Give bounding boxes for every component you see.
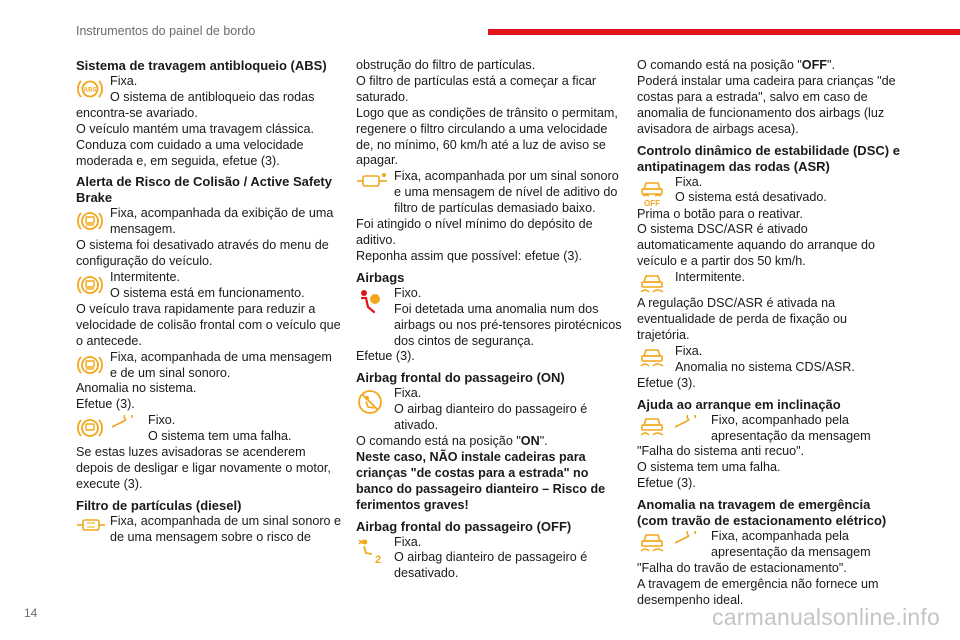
section-title-collision-alert: Alerta de Risco de Colisão / Active Safety Brake (76, 174, 332, 206)
dpf-desc-2: O filtro de partículas está a começar a ficar saturado. (356, 73, 597, 104)
off-label: OFF (644, 198, 660, 207)
passenger-airbag-on-icon (356, 388, 384, 416)
hill-status: Fixo, acompanhado pela apresentação da mensagem (711, 412, 871, 443)
collision-desc-7: Se estas luzes avisadoras se acenderem depois de desligar e ligar novamente o motor, execute (3). (76, 445, 331, 491)
passenger-airbag-off-icon (356, 537, 384, 565)
passenger-off-note: Poderá instalar uma cadeira para crianças "de costas para a estrada", salvo em caso de anomalia de funcionamento dos airbags (luz avisadora de airbags acesa). (637, 73, 896, 136)
collision-entry-3 (76, 350, 342, 382)
airbags-desc-1: Foi detetada uma anomalia num dos airbags ou nos pré-tensores pirotécnicos dos cintos de segurança. (394, 301, 622, 348)
emergency-braking-message: "Falha do travão de estacionamento". (637, 560, 847, 575)
dsc-status-3: Fixa. (675, 343, 703, 358)
abs-entry (76, 74, 342, 106)
airbags-entry (356, 286, 622, 350)
dpf-status-2: Fixa, acompanhada por um sinal sonoro e uma mensagem de nível de aditivo do filtro de partículas demasiado baixo. (394, 169, 619, 216)
dsc-desc-1: O sistema está desativado. (675, 190, 827, 205)
hill-desc-2: Efetue (3). (637, 476, 696, 491)
collision-status-1: Fixa, acompanhada da exibição de uma mensagem. (110, 206, 334, 237)
abs-desc-cont: encontra-se avariado. (76, 105, 198, 120)
collision-desc-4: Anomalia no sistema. (76, 381, 197, 396)
collision-status-4: Fixo. (148, 413, 176, 428)
page-number: 14 (24, 606, 38, 620)
collision-desc-6: O sistema tem uma falha. (148, 429, 292, 444)
dpf-status-1: Fixa, acompanhada de um sinal sonoro e de uma mensagem sobre o risco de (110, 513, 342, 544)
emergency-braking-desc: A travagem de emergência não fornece um desempenho ideal. (637, 576, 879, 607)
airbags-status: Fixo. (394, 285, 422, 300)
column-3 (637, 58, 903, 609)
passenger-on-desc: O airbag dianteiro do passageiro é ativado. (394, 402, 588, 433)
dsc-off-icon (637, 177, 667, 207)
dpf-entry-2 (356, 169, 622, 217)
column-2 (356, 58, 622, 582)
abs-warning-icon (76, 76, 104, 102)
collision-entry-1 (76, 206, 342, 238)
command-text-end: ". (826, 58, 835, 72)
command-text: O comando está na posição " (356, 434, 521, 449)
collision-entry-4 (76, 413, 342, 445)
collision-fault-icon (76, 352, 104, 378)
section-title-passenger-airbag-off: Airbag frontal do passageiro (OFF) (356, 518, 572, 534)
section-title-passenger-airbag-on: Airbag frontal do passageiro (ON) (356, 370, 565, 386)
passenger-off-command (637, 58, 903, 74)
dsc-status-2: Intermitente. (675, 270, 745, 285)
collision-desc-3: O veículo trava rapidamente para reduzir a velocidade de colisão frontal com o veículo que o antecede. (76, 301, 341, 348)
hill-start-icon (637, 415, 667, 439)
collision-fault-icon-2 (76, 415, 104, 441)
dpf-desc-cont: obstrução do filtro de partículas. (356, 58, 536, 72)
abs-status: Fixa. (110, 74, 138, 88)
passenger-on-status: Fixa. (394, 386, 422, 401)
svg-text:ABS: ABS (83, 87, 97, 94)
airbags-desc-2: Efetue (3). (356, 349, 415, 364)
watermark: carmanualsonline.info (712, 604, 940, 630)
dsc-desc-3: O sistema DSC/ASR é ativado automaticamente aquando do arranque do veículo e a partir dos 50 km/h. (637, 222, 876, 269)
running-header: Instrumentos do painel de bordo (76, 24, 256, 38)
abs-advice: O veículo mantém uma travagem clássica. Conduza com cuidado a uma velocidade moderada e, em seguida, efetue (3). (76, 121, 314, 168)
airbag-warning-icon (356, 288, 382, 316)
column-1 (76, 58, 342, 546)
dsc-entry-2 (637, 270, 903, 296)
hill-desc-1: O sistema tem uma falha. (637, 460, 781, 475)
command-value: ON (520, 434, 540, 449)
dpf-entry-1 (76, 514, 342, 546)
section-title-hill-start: Ajuda ao arranque em inclinação (637, 396, 841, 412)
abs-desc: O sistema de antibloqueio das rodas (110, 89, 315, 104)
collision-entry-2 (76, 270, 342, 302)
hill-message: "Falha do sistema anti recuo". (637, 444, 805, 459)
section-title-dsc-asr: Controlo dinâmico de estabilidade (DSC) e antipatinagem das rodas (ASR) (637, 142, 900, 174)
dsc-desc-6: Efetue (3). (637, 375, 696, 390)
dsc-desc-4: A regulação DSC/ASR é ativada na eventualidade de perda de fixação ou trajetória. (637, 296, 848, 342)
header-accent-bar (488, 29, 960, 35)
dsc-desc-2: Prima o botão para o reativar. (637, 206, 803, 221)
dsc-status-1: Fixa. (675, 174, 703, 189)
emergency-braking-icon (637, 531, 667, 555)
command-text: O comando está na posição " (637, 58, 802, 72)
passenger-off-status: Fixa. (394, 534, 422, 549)
passenger-on-entry (356, 386, 622, 434)
dsc-entry-1 (637, 175, 903, 207)
emergency-braking-status: Fixa, acompanhada pela apresentação da mensagem (711, 529, 871, 560)
collision-status-3: Fixa, acompanhada de uma mensagem e de um sinal sonoro. (110, 349, 332, 380)
passenger-off-desc: O airbag dianteiro de passageiro é desativado. (394, 550, 588, 581)
collision-desc-1: O sistema foi desativado através do menu de configuração do veículo. (76, 238, 329, 269)
command-text-end: ". (539, 434, 548, 449)
dpf-desc-3: Logo que as condições de trânsito o permitam, regenere o filtro circulando a uma velocidade de, no mínimo, 60 km/h até a luz de aviso se apagar. (356, 105, 618, 168)
particle-filter-additive-icon (356, 171, 388, 191)
collision-desc-5: Efetue (3). (76, 397, 135, 412)
wrench-icon (673, 415, 701, 429)
passenger-on-command (356, 434, 622, 450)
wrench-icon (673, 531, 701, 545)
wrench-icon (110, 415, 138, 429)
collision-status-2: Intermitente. (110, 270, 180, 285)
particle-filter-icon (76, 516, 106, 534)
emergency-braking-entry (637, 529, 903, 561)
collision-active-icon (76, 272, 104, 298)
collision-desc-2: O sistema está em funcionamento. (110, 285, 305, 300)
dsc-active-icon (637, 272, 667, 296)
passenger-on-warning: Neste caso, NÃO instale cadeiras para crianças "de costas para a estrada" no banco do passageiro dianteiro – Risco de ferimentos graves! (356, 449, 606, 512)
collision-alert-icon (76, 208, 104, 234)
dsc-entry-3 (637, 344, 903, 376)
passenger-off-entry (356, 535, 622, 583)
section-title-emergency-braking: Anomalia na travagem de emergência (com travão de estacionamento elétrico) (637, 497, 887, 529)
dpf-desc-4: Foi atingido o nível mínimo do depósito de aditivo. (356, 217, 593, 247)
section-title-abs: Sistema de travagem antibloqueio (ABS) (76, 58, 327, 73)
dpf-desc-5: Reponha assim que possível: efetue (3). (356, 248, 583, 263)
dsc-fault-icon (637, 346, 667, 370)
dsc-desc-5: Anomalia no sistema CDS/ASR. (675, 359, 855, 374)
section-title-particle-filter: Filtro de partículas (diesel) (76, 497, 242, 513)
section-title-airbags: Airbags (356, 269, 405, 285)
hill-entry (637, 413, 903, 445)
svg-text:2: 2 (374, 553, 382, 565)
command-value: OFF (801, 58, 827, 72)
